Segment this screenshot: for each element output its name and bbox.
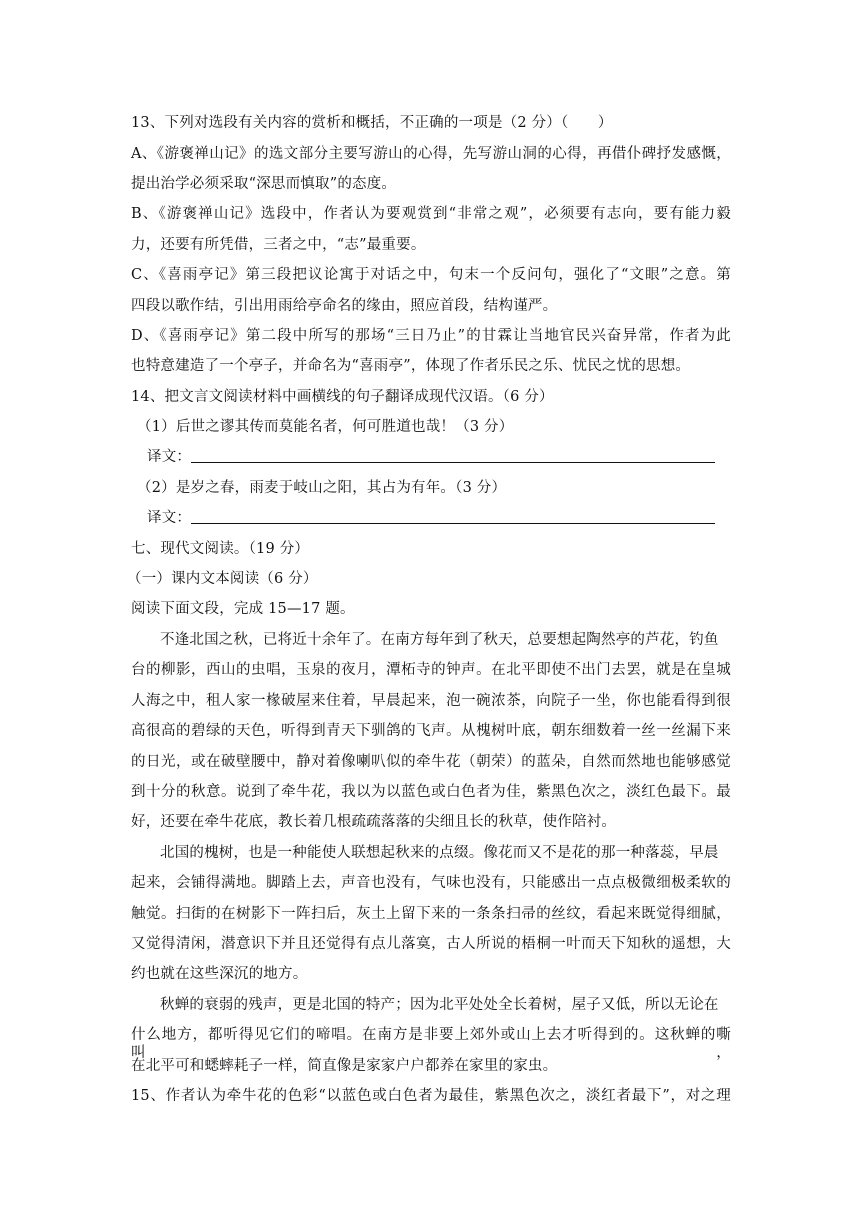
passage-line: 不逢北国之秋，已将近十余年了。在南方每年到了秋天，总要想起陶然亭的芦花，钓鱼 <box>160 632 719 648</box>
q15-stem: 15、作者认为牵牛花的色彩“以蓝色或白色者为最佳，紫黑色次之，淡红者最下”，对之理 <box>131 1088 731 1104</box>
q13-option-d-line2: 也特意建造了一个亭子，并命名为“喜雨亭”，体现了作者乐民之乐、忧民之忧的思想。 <box>131 358 691 374</box>
q14-sentence-1: （1）后世之谬其传而莫能名者，何可胜道也哉！（3 分） <box>137 419 514 435</box>
passage-line: 在北平可和蟋蟀耗子一样，简直像是家家户户都养在家里的家虫。 <box>131 1058 558 1074</box>
passage-line: 什么地方，都听得见它们的啼唱。在南方是非要上郊外或山上去才听得到的。这秋蝉的嘶叫， <box>131 1027 731 1061</box>
passage-line: 高很高的碧绿的天色，听得到青天下驯鸽的飞声。从槐树叶底，朝东细数着一丝一丝漏下来 <box>131 723 731 739</box>
q13-option-a-line1: A、《游褒禅山记》的选文部分主要写游山的心得，先写游山洞的心得，再借仆碑抒发感慨， <box>131 146 731 162</box>
answer-blank[interactable] <box>191 509 715 524</box>
q14-answer-line-1 <box>147 448 747 466</box>
section-7-subtitle: （一）课内文本阅读（6 分） <box>127 571 318 587</box>
q14-stem: 14、把文言文阅读材料中画横线的句子翻译成现代汉语。（6 分） <box>131 389 554 405</box>
q13-option-d-line1: D、《喜雨亭记》第二段中所写的那场“三日乃止”的甘霖让当地官民兴奋异常，作者为此 <box>131 328 731 344</box>
q13-option-b-line1: B、《游褒禅山记》选段中，作者认为要观赏到“非常之观”，必须要有志向，要有能力毅 <box>131 206 731 222</box>
q13-option-c-line1: C、《喜雨亭记》第三段把议论寓于对话之中，句末一个反问句，强化了“文眼”之意。第 <box>131 267 731 283</box>
passage-line: 到十分的秋意。说到了牵牛花，我以为以蓝色或白色者为佳，紫黑色次之，淡红色最下。最 <box>131 784 731 800</box>
passage-line: 触觉。扫街的在树影下一阵扫后，灰土上留下来的一条条扫帚的丝纹，看起来既觉得细腻， <box>131 906 731 922</box>
passage-line: 北国的槐树，也是一种能使人联想起秋来的点缀。像花而又不是花的那一种落蕊，早晨 <box>160 845 719 861</box>
q14-sentence-2: （2）是岁之春，雨麦于岐山之阳，其占为有年。（3 分） <box>137 480 507 496</box>
passage-line: 又觉得清闲，潜意识下并且还觉得有点儿落寞，古人所说的梧桐一叶而天下知秋的遥想，大 <box>131 936 731 952</box>
passage-line: 台的柳影，西山的虫唱，玉泉的夜月，潭柘寺的钟声。在北平即使不出门去罢，就是在皇城 <box>131 662 731 678</box>
q13-option-b-line2: 力，还要有所凭借，三者之中，“志”最重要。 <box>131 237 426 253</box>
translation-label: 译文： <box>147 510 192 526</box>
translation-label: 译文： <box>147 449 192 465</box>
q13-option-a-line2: 提出治学必须采取“深思而慎取”的态度。 <box>131 176 397 192</box>
passage-line: 秋蝉的衰弱的残声，更是北国的特产；因为北平处处全长着树，屋子又低，所以无论在 <box>160 997 719 1013</box>
q13-option-c-line2: 四段以歌作结，引出用雨给亭命名的缘由，照应首段，结构谨严。 <box>131 298 558 314</box>
reading-instruction: 阅读下面文段，完成 15—17 题。 <box>131 601 355 617</box>
passage-line: 的日光，或在破壁腰中，静对着像喇叭似的牵牛花（朝荣）的蓝朵，自然而然地也能够感觉 <box>131 754 731 770</box>
passage-line: 起来，会铺得满地。脚踏上去，声音也没有，气味也没有，只能感出一点点极微细极柔软的 <box>131 875 731 891</box>
q13-stem: 13、下列对选段有关内容的赏析和概括，不正确的一项是（2 分）（ ） <box>131 115 613 131</box>
answer-blank[interactable] <box>191 448 715 463</box>
q14-answer-line-2 <box>147 509 747 527</box>
passage-line: 约也就在这些深沉的地方。 <box>131 966 308 982</box>
passage-line: 人海之中，租人家一椽破屋来住着，早晨起来，泡一碗浓茶，向院子一坐，你也能看得到很 <box>131 693 731 709</box>
section-7-title: 七、现代文阅读。（19 分） <box>131 541 310 557</box>
passage-line: 好，还要在牵牛花底，教长着几根疏疏落落的尖细且长的秋草，使作陪衬。 <box>131 814 617 830</box>
